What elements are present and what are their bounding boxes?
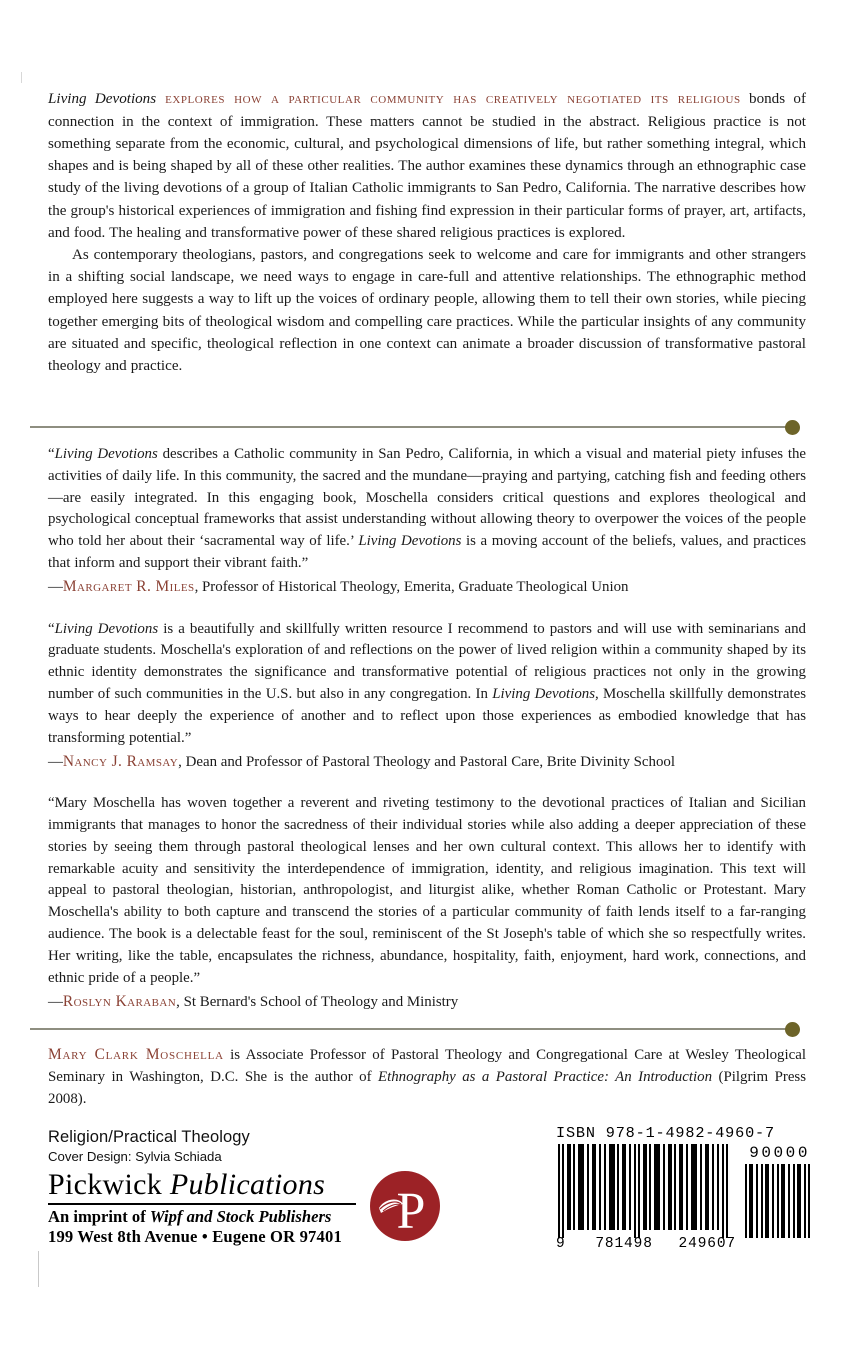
registration-tick-top bbox=[21, 72, 22, 83]
isbn-number: 978-1-4982-4960-7 bbox=[605, 1124, 775, 1142]
endorser-role: , Professor of Historical Theology, Emerita, Graduate Theological Union bbox=[194, 578, 629, 595]
open-quote: “ bbox=[48, 795, 55, 812]
ean5-addon-barcode-icon bbox=[744, 1164, 812, 1238]
endorser-role: , St Bernard's School of Theology and Ministry bbox=[176, 993, 459, 1010]
book-title-lead: Living Devotions bbox=[48, 91, 157, 107]
decorative-rule-bottom bbox=[30, 1022, 800, 1036]
book-title-mention-2: Living Devotions bbox=[358, 533, 462, 550]
registration-tick-bottom bbox=[38, 1251, 39, 1287]
pickwick-logo bbox=[367, 1168, 443, 1244]
endorser-name: Margaret R. Miles bbox=[62, 577, 195, 595]
author-bio-text-b: (Pilgrim Press 2008). bbox=[48, 1068, 807, 1107]
imprint-line bbox=[48, 1207, 378, 1227]
description-paragraph-1 bbox=[48, 88, 806, 244]
endorsement-2 bbox=[48, 619, 806, 774]
isbn-text bbox=[556, 1124, 812, 1142]
prior-book-title: Ethnography as a Pastoral Practice: An Introduction bbox=[378, 1068, 713, 1085]
imprint-prefix: An imprint of bbox=[48, 1206, 150, 1226]
endorsement-1-text-b: is a moving account of the beliefs, values, and practices that inform and support their vibrant faith.” bbox=[48, 533, 807, 572]
publisher-underline bbox=[48, 1203, 356, 1205]
publisher-block bbox=[48, 1128, 378, 1247]
description-paragraph-1-rest: bonds of connection in the context of immigration. These matters cannot be studied in the abstract. Religious practice is not something separate from the economic, cultural, and psychological dimensions of life, but rather something integral, which shapes and is being shaped by all of these other realities. The author examines these dynamics through an ethnographic case study of the living devotions of a group of Italian Catholic immigrants to San Pedro, California. The narrative describes how the group's historical experiences of immigration and fishing find expression in their particular forms of prayer, art, artifacts, and food. The healing and transformative power of these shared religious practices is explored. bbox=[48, 91, 806, 241]
endorsement-2-text-a: is a beautifully and skillfully written resource I recommend to pastors and will use with seminarians and graduate students. Moschella's exploration of and reflections on the power of lived religion within a community shaped by its ethnic identity demonstrates the significance and transformative potential of religious practices not only in the growing number of such communities in the U.S. but also in any congregation. In bbox=[48, 620, 807, 703]
isbn-label: ISBN bbox=[556, 1124, 596, 1142]
open-quote: “ bbox=[48, 620, 55, 637]
decorative-rule-top bbox=[30, 420, 800, 434]
endorsement-3-text bbox=[48, 793, 806, 989]
endorsement-2-text bbox=[48, 619, 806, 750]
rule-end-dot-icon bbox=[785, 1022, 800, 1037]
description-lead-smallcaps: explores how a particular community has creatively negotiated its religious bbox=[156, 90, 741, 107]
ean-lead-digit: 9 bbox=[556, 1236, 566, 1252]
rule-line bbox=[30, 1028, 786, 1030]
book-title-mention: Living Devotions bbox=[54, 446, 158, 462]
endorsement-3-text-a: Mary Moschella has woven together a reverent and riveting testimony to the devotional practices of Italian and Sicilian immigrants that manages to honor the sacredness of their individual stories while also adding a deeper appreciation of these stories by seeing them through pastoral theological lenses and her own cultural context. This allows her to identify with remarkable acuity and sensitivity the interdependence of immigration, identity, and religious imagination. This text will appeal to pastoral theologian, historian, anthropologist, and liturgist alike, whether Roman Catholic or Protestant. Mary Moschella's ability to both capture and transcend the stories of a particular community of faith lends itself to a far-ranging audience. The book is a delectable feast for the soul, reminiscent of the St Joseph's table of which she so respectfully writes. Her writing, like the table, encapsulates the richness, abundance, hospitality, faith, enjoyment, hard work, connections, and ethnic pride of a people.” bbox=[48, 795, 806, 986]
description-paragraph-2: As contemporary theologians, pastors, and congregations seek to welcome and care for immigrants and other strangers in a shifting social landscape, we need ways to engage in care-full and attentive relationships. The ethnographic method employed here suggests a way to lift up the voices of ordinary people, allowing them to tell their own stories, while piecing together emerging bits of theological wisdom and compelling care practices. While the particular insights of any community are situated and specific, theological reflection in one context can animate a broader discussion of transformative pastoral theology and practice. bbox=[48, 247, 806, 374]
book-title-mention: Living Devotions bbox=[54, 620, 159, 637]
endorser-role: , Dean and Professor of Pastoral Theology and Pastoral Care, Brite Divinity School bbox=[178, 753, 675, 770]
ean13-barcode-icon bbox=[556, 1144, 734, 1238]
cover-design-credit: Cover Design: Sylvia Schiada bbox=[48, 1149, 222, 1164]
attribution-dash: — bbox=[48, 753, 63, 770]
publisher-name bbox=[48, 1168, 378, 1202]
endorsement-2-text-b: , Moschella skillfully demonstrates ways to hear deeply the experience of another and to reflect upon those experiences as embodied knowledge that has transforming potential.” bbox=[48, 686, 807, 746]
author-bio-text bbox=[48, 1044, 806, 1111]
author-name: Mary Clark Moschella bbox=[48, 1046, 224, 1063]
parent-publisher: Wipf and Stock Publishers bbox=[149, 1206, 332, 1226]
author-bio-block bbox=[48, 1044, 806, 1111]
endorsement-1-text-a: describes a Catholic community in San Pedro, California, in which a visual and material piety infuses the activities of daily life. In this community, the sacred and the mundane—praying and partying, catching fish and feeding others—are easily integrated. In this engaging book, Moschella considers critical questions and explores theological and psychological conceptual frameworks that assist understanding without allowing theory to overpower the voices of the people who told her about their ‘sacramental way of life.’ bbox=[48, 446, 807, 550]
ean-group-left: 781498 bbox=[595, 1236, 653, 1252]
addon-price-code: 90000 bbox=[749, 1144, 810, 1162]
endorsement-2-attribution bbox=[48, 751, 806, 774]
endorsement-1 bbox=[48, 444, 806, 599]
attribution-dash: — bbox=[48, 993, 63, 1010]
open-quote: “ bbox=[48, 446, 55, 462]
barcode-block bbox=[556, 1124, 812, 1254]
pickwick-roundel-icon bbox=[367, 1168, 443, 1244]
ean-human-readable-digits bbox=[556, 1236, 736, 1252]
book-title-mention-2: Living Devotions bbox=[492, 686, 596, 703]
publisher-address: 199 West 8th Avenue • Eugene OR 97401 bbox=[48, 1226, 342, 1246]
endorsements-block bbox=[48, 444, 806, 1033]
endorser-name: Roslyn Karaban bbox=[62, 992, 177, 1010]
endorsement-1-text bbox=[48, 444, 806, 575]
publisher-name-word-2: Publications bbox=[169, 1168, 326, 1201]
attribution-dash: — bbox=[48, 578, 63, 595]
endorser-name: Nancy J. Ramsay bbox=[62, 752, 179, 770]
rule-line bbox=[30, 426, 786, 428]
endorsement-3-attribution bbox=[48, 991, 806, 1014]
rule-end-dot-icon bbox=[785, 420, 800, 435]
endorsement-1-attribution bbox=[48, 576, 806, 599]
publisher-name-word-1: Pickwick bbox=[48, 1168, 163, 1201]
ean-group-right: 249607 bbox=[678, 1236, 736, 1252]
description-block bbox=[48, 88, 806, 377]
barcode-bars-row bbox=[556, 1144, 812, 1254]
svg-text:P: P bbox=[396, 1183, 426, 1240]
author-bio-text-a: is Associate Professor of Pastoral Theology and Congregational Care at Wesley Theological Seminary in Washington, D.C. She is the author of bbox=[48, 1047, 806, 1085]
endorsement-3 bbox=[48, 793, 806, 1013]
subject-category: Religion/Practical Theology bbox=[48, 1128, 250, 1146]
